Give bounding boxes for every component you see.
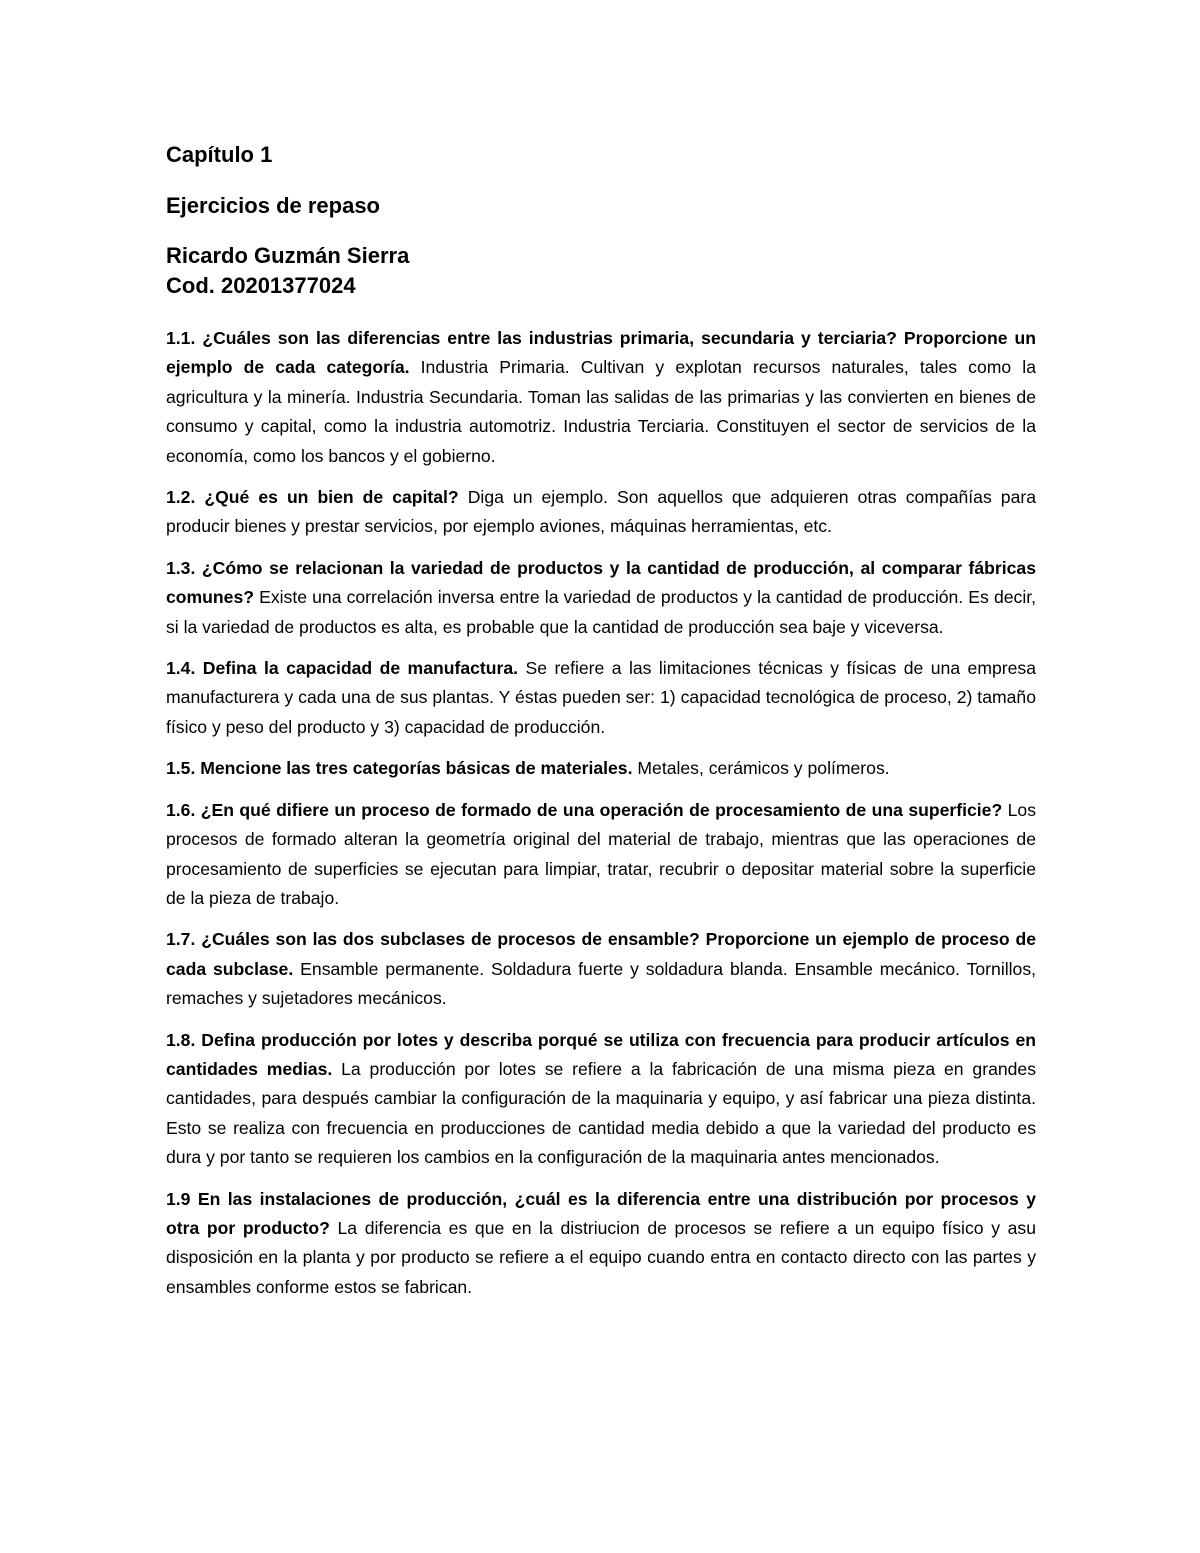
answer-text: Existe una correlación inversa entre la variedad de productos y la cantidad de producción. Es decir, si la variedad de productos es alta, es probable que la cantidad de producción sea baje y viceversa. — [166, 587, 1036, 637]
question-text: 1.7. ¿Cuáles son las dos subclases de procesos de ensamble? Proporcione un ejemplo de proceso de cada subclase. — [166, 929, 1036, 979]
question-text: 1.4. Defina la capacidad de manufactura. — [166, 658, 519, 679]
question-1-6 — [166, 796, 1036, 914]
question-1-1 — [166, 324, 1036, 471]
answer-text: Ensamble permanente. Soldadura fuerte y soldadura blanda. Ensamble mecánico. Tornillos, remaches y sujetadores mecánicos. — [166, 958, 1037, 1009]
question-1-2 — [166, 483, 1036, 542]
document-page — [166, 140, 1036, 1314]
answer-text: Metales, cerámicos y polímeros. — [637, 758, 890, 779]
question-1-3 — [166, 554, 1036, 642]
answer-text: Se refiere a las limitaciones técnicas y físicas de una empresa manufacturera y cada una de sus plantas. Y éstas pueden ser: 1) capacidad tecnológica de proceso, 2) tamaño físico y peso del producto y 3) capacidad de producción. — [166, 658, 1037, 737]
question-text: 1.1. ¿Cuáles son las diferencias entre las industrias primaria, secundaria y terciaria? Proporcione un ejemplo de cada categoría. — [166, 328, 1036, 378]
answer-text: Diga un ejemplo. Son aquellos que adquieren otras compañías para producir bienes y prestar servicios, por ejemplo aviones, máquinas herramientas, etc. — [166, 487, 1036, 537]
question-text: 1.2. ¿Qué es un bien de capital? — [166, 487, 459, 508]
author-name: Ricardo Guzmán Sierra — [166, 243, 410, 268]
answer-text: Industria Primaria. Cultivan y explotan recursos naturales, tales como la agricultura y la minería. Industria Secundaria. Toman las salidas de las primarias y las convierten en bienes de consumo y capital, como la industria automotriz. Industria Terciaria. Constituyen el sector de servicios de la economía, como los bancos y el gobierno. — [166, 357, 1036, 466]
question-1-4 — [166, 654, 1036, 742]
answer-text: Los procesos de formado alteran la geometría original del material de trabajo, mientras que las operaciones de procesamiento de superficies se ejecutan para limpiar, tratar, recubrir o depositar material sobre la superficie de la pieza de trabajo. — [166, 799, 1036, 908]
question-1-9 — [166, 1185, 1036, 1303]
question-text: 1.8. Defina producción por lotes y describa porqué se utiliza con frecuencia para producir artículos en cantidades medias. — [166, 1029, 1036, 1079]
question-text: 1.3. ¿Cómo se relacionan la variedad de productos y la cantidad de producción, al comparar fábricas comunes? — [166, 557, 1036, 608]
answer-text: La producción por lotes se refiere a la fabricación de una misma pieza en grandes cantidades, para después cambiar la configuración de la maquinaria y equipo, y así fabricar una pieza distinta. Esto se realiza con frecuencia en producciones de cantidad media debido a que la variedad del producto es dura y por tanto se requieren los cambios en la configuración de la maquinaria antes mencionados. — [166, 1058, 1036, 1168]
question-1-8 — [166, 1026, 1036, 1173]
answer-text: La diferencia es que en la distriucion de procesos se refiere a un equipo físico y asu disposición en la planta y por producto se refiere a el equipo cuando entra en contacto directo con las partes y ensambles conforme estos se fabrican. — [166, 1217, 1037, 1297]
chapter-title: Capítulo 1 — [166, 142, 273, 167]
question-text: 1.5. Mencione las tres categorías básicas de materiales. — [166, 758, 633, 779]
exercise-subtitle: Ejercicios de repaso — [166, 193, 380, 218]
question-text: 1.6. ¿En qué difiere un proceso de formado de una operación de procesamiento de una superficie? — [166, 799, 1003, 820]
question-text: 1.9 En las instalaciones de producción, ¿cuál es la diferencia entre una distribución por procesos y otra por producto? — [166, 1188, 1036, 1238]
question-1-7 — [166, 925, 1036, 1013]
student-code: Cod. 20201377024 — [166, 273, 356, 298]
question-1-5 — [166, 754, 1036, 783]
